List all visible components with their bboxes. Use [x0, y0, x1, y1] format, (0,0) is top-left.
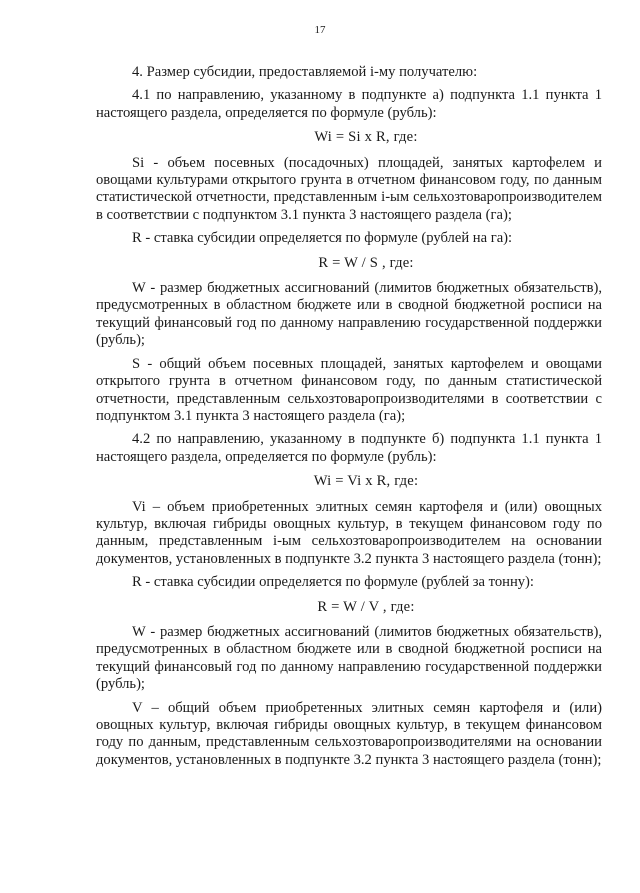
paragraph-4-1: 4.1 по направлению, указанному в подпункте а) подпункта 1.1 пункта 1 настоящего раздела, определяется по формуле (рубль):: [96, 87, 602, 121]
paragraph-s-definition: S - общий объем посевных площадей, занятых картофелем и овощами открытого грунта в отчетном финансовом году, по данным статистической отчетности, представленным сельхозтоваропроизводителями в соответствии с подпунктом 3.1 пункта 3 настоящего раздела (га);: [96, 355, 602, 424]
formula-wi-vi: Wi = Vi x R, где:: [313, 473, 419, 490]
paragraph-vi-definition: Vi – объем приобретенных элитных семян картофеля и (или) овощных культур, включая гибриды овощных культур, в текущем финансовом году по данным, представленным i-ым сельхозтоваропроизводителем на основании документов, установленных в подпункте 3.2 пункта 3 настоящего раздела (тонн);: [96, 498, 602, 567]
formula-wi-si: Wi = Si x R, где:: [314, 129, 418, 146]
formula-r-w-v: R = W / V , где:: [317, 598, 415, 615]
paragraph-w-definition-2: W - размер бюджетных ассигнований (лимитов бюджетных обязательств), предусмотренных в областном бюджете или в сводной бюджетной росписи на текущий финансовый год по данному направлению государственной поддержки (рубль);: [96, 623, 602, 693]
page-number: 17: [314, 24, 326, 36]
formula-r-w-s: R = W / S , где:: [318, 254, 414, 271]
paragraph-4-2: 4.2 по направлению, указанному в подпункте б) подпункта 1.1 пункта 1 настоящего раздела, определяется по формуле (рубль):: [96, 431, 602, 465]
section-heading: 4. Размер субсидии, предоставляемой i-му получателю:: [132, 64, 478, 80]
paragraph-si-definition: Si - объем посевных (посадочных) площадей, занятых картофелем и овощами культурами открытого грунта в отчетном финансовом году, по данным статистической отчетности, представленным i-ым сельхозтоваропроизводителем в соответствии с подпунктом 3.1 пункта 3 настоящего раздела (га);: [96, 154, 602, 223]
paragraph-r-rate-ton: R - ставка субсидии определяется по формуле (рублей за тонну):: [132, 574, 534, 591]
paragraph-v-definition: V – общий объем приобретенных элитных семян картофеля и (или) овощных культур, включая гибриды овощных культур, в текущем финансовом году по данным, представленным сельхозтоваропроизводителями на основании документов, установленных в подпункте 3.2 пункта 3 настоящего раздела (тонн);: [96, 699, 602, 768]
paragraph-r-rate-ha: R - ставка субсидии определяется по формуле (рублей на га):: [132, 230, 513, 247]
document-body: [96, 64, 602, 769]
paragraph-w-definition-1: W - размер бюджетных ассигнований (лимитов бюджетных обязательств), предусмотренных в областном бюджете или в сводной бюджетной росписи на текущий финансовый год по данному направлению государственной поддержки (рубль);: [96, 280, 602, 349]
